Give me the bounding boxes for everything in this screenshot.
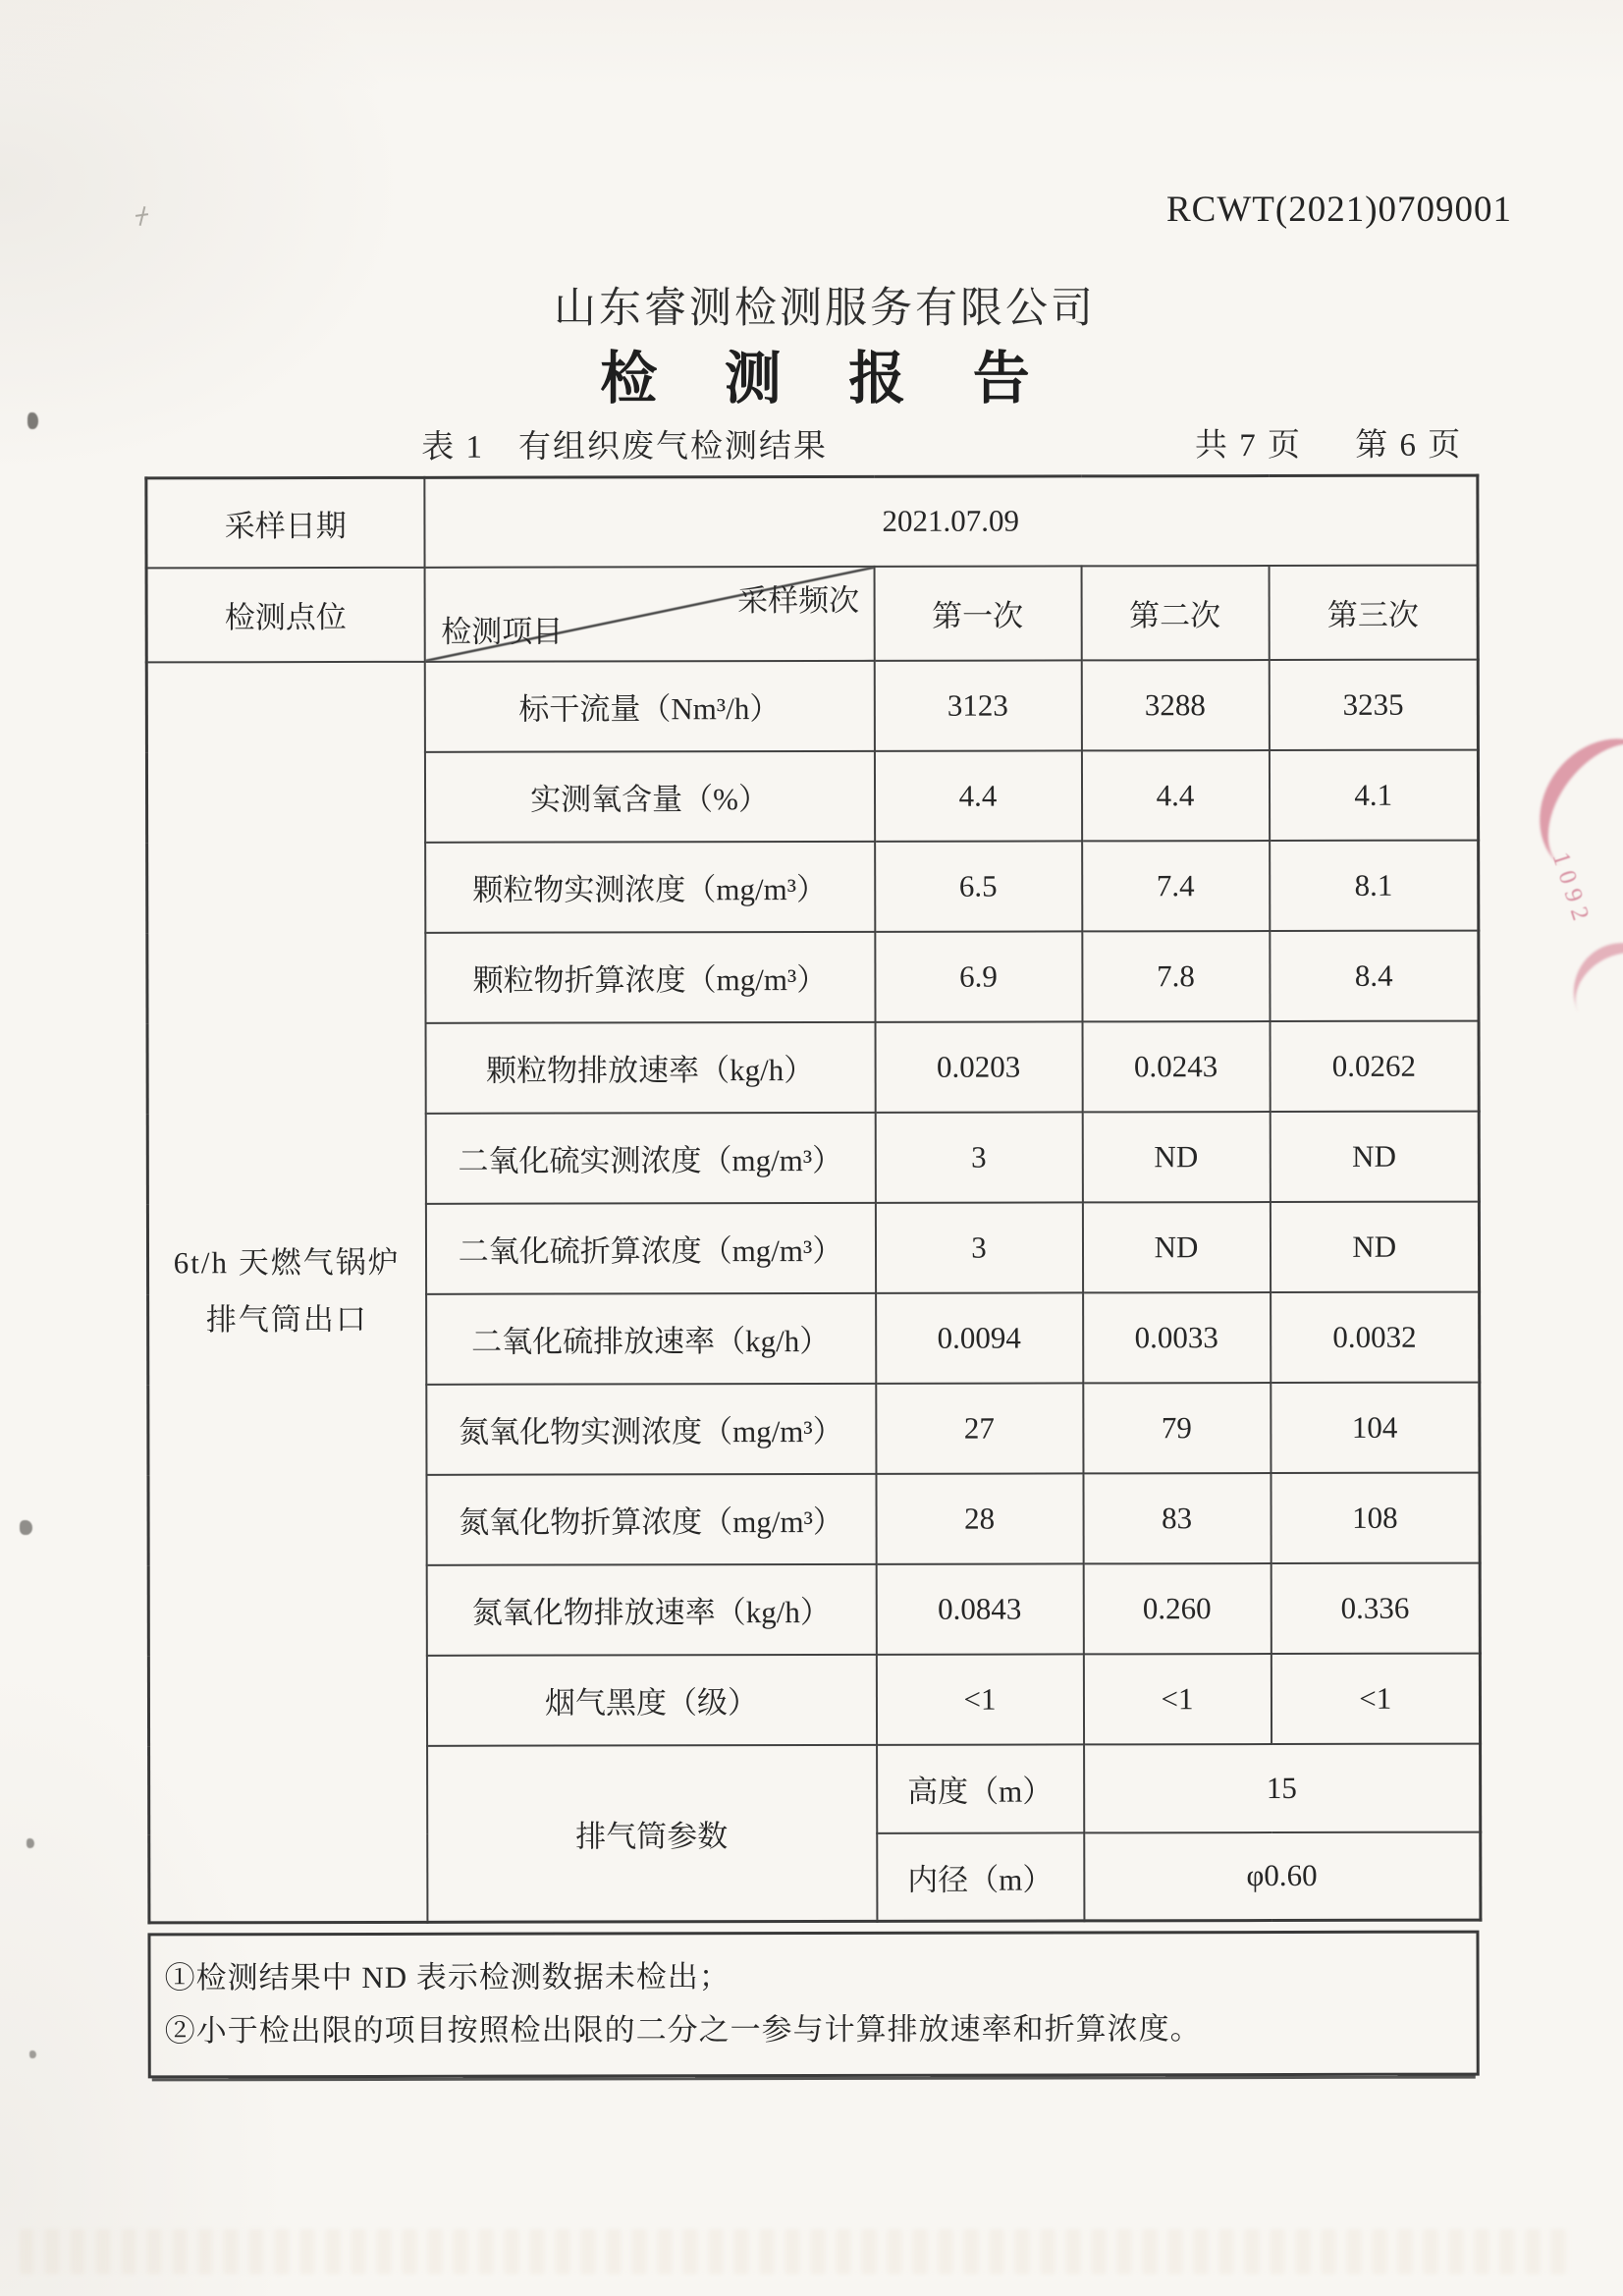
value-cell: ND bbox=[1082, 1112, 1270, 1202]
value-cell: 8.4 bbox=[1270, 930, 1479, 1020]
value-cell: 0.0843 bbox=[876, 1563, 1083, 1654]
value-cell: 4.1 bbox=[1269, 749, 1478, 840]
item-cell: 颗粒物实测浓度（mg/m³） bbox=[425, 841, 875, 932]
item-cell: 颗粒物折算浓度（mg/m³） bbox=[425, 931, 875, 1022]
value-cell: 3 bbox=[875, 1202, 1082, 1292]
red-seal-fragment bbox=[1535, 729, 1623, 1023]
value-cell: 0.0262 bbox=[1270, 1020, 1479, 1111]
value-cell: 0.0094 bbox=[876, 1292, 1083, 1383]
point-label: 检测点位 bbox=[146, 567, 424, 662]
footnote-line: ②小于检出限的项目按照检出限的二分之一参与计算排放速率和折算浓度。 bbox=[164, 2011, 1202, 2049]
item-cell: 实测氧含量（%） bbox=[424, 750, 874, 842]
sampling-date-value: 2021.07.09 bbox=[424, 475, 1478, 567]
value-cell: 28 bbox=[876, 1473, 1083, 1563]
sampling-date-label: 采样日期 bbox=[146, 477, 424, 568]
item-cell: 二氧化硫折算浓度（mg/m³） bbox=[425, 1202, 875, 1293]
freq-header-2: 第二次 bbox=[1081, 566, 1269, 660]
item-cell: 烟气黑度（级） bbox=[426, 1654, 876, 1745]
stack-diameter-value: φ0.60 bbox=[1084, 1831, 1481, 1921]
scan-ghost-band bbox=[20, 2229, 1571, 2274]
item-cell: 二氧化硫排放速率（kg/h） bbox=[426, 1292, 876, 1384]
value-cell: 0.336 bbox=[1271, 1562, 1480, 1653]
freq-header-1: 第一次 bbox=[874, 566, 1081, 660]
scan-speck bbox=[29, 2050, 36, 2058]
company-name: 山东睿测检测服务有限公司 bbox=[554, 286, 1096, 332]
pencil-mark bbox=[135, 204, 151, 230]
value-cell: 7.8 bbox=[1082, 931, 1270, 1021]
item-cell: 颗粒物排放速率（kg/h） bbox=[425, 1021, 875, 1113]
scan-speck bbox=[27, 412, 38, 429]
value-cell: ND bbox=[1270, 1111, 1479, 1201]
scan-speck bbox=[20, 1520, 32, 1535]
table-row bbox=[146, 659, 1478, 752]
value-cell: ND bbox=[1270, 1201, 1479, 1291]
value-cell: 6.9 bbox=[875, 931, 1082, 1021]
value-cell: 0.0032 bbox=[1271, 1291, 1480, 1382]
header-row bbox=[146, 565, 1478, 662]
report-code: RCWT(2021)0709001 bbox=[1166, 190, 1513, 230]
value-cell: 83 bbox=[1083, 1473, 1271, 1563]
value-cell: 0.0033 bbox=[1083, 1292, 1271, 1383]
stack-params-label: 排气筒参数 bbox=[427, 1744, 877, 1922]
value-cell: 79 bbox=[1083, 1383, 1271, 1473]
value-cell: 3288 bbox=[1081, 660, 1269, 750]
freq-header-3: 第三次 bbox=[1269, 565, 1478, 659]
value-cell: <1 bbox=[876, 1654, 1083, 1744]
item-cell: 氮氧化物实测浓度（mg/m³） bbox=[426, 1383, 876, 1474]
pages-total: 共 7 页 bbox=[1195, 427, 1303, 465]
value-cell: 3 bbox=[875, 1112, 1082, 1202]
value-cell: 27 bbox=[876, 1383, 1083, 1473]
scan-speck bbox=[27, 1838, 34, 1848]
monitoring-point-cell bbox=[146, 661, 427, 1923]
value-cell: 108 bbox=[1271, 1472, 1480, 1562]
value-cell: 0.0203 bbox=[875, 1021, 1082, 1112]
diagonal-header-cell bbox=[424, 566, 874, 661]
value-cell: 0.260 bbox=[1083, 1563, 1271, 1654]
value-cell: ND bbox=[1082, 1202, 1270, 1292]
table-caption: 表 1 有组织废气检测结果 bbox=[421, 428, 829, 465]
value-cell: 7.4 bbox=[1082, 841, 1270, 931]
item-cell: 标干流量（Nm³/h） bbox=[424, 660, 874, 751]
sampling-date-row bbox=[146, 475, 1478, 568]
stack-diameter-label: 内径（m） bbox=[877, 1832, 1084, 1921]
value-cell: <1 bbox=[1083, 1654, 1271, 1744]
pagination bbox=[1195, 419, 1462, 466]
item-cell: 氮氧化物排放速率（kg/h） bbox=[426, 1563, 876, 1655]
point-name-line1: 6t/h 天燃气锅炉 bbox=[173, 1245, 401, 1281]
footnote-line: ①检测结果中 ND 表示检测数据未检出； bbox=[164, 1959, 730, 1995]
diagonal-bottom-label: 检测项目 bbox=[441, 614, 564, 649]
value-cell: 6.5 bbox=[875, 841, 1082, 931]
table-sheet bbox=[144, 419, 1484, 2079]
stack-height-value: 15 bbox=[1084, 1743, 1481, 1832]
value-cell: <1 bbox=[1271, 1653, 1480, 1743]
item-cell: 二氧化硫实测浓度（mg/m³） bbox=[425, 1112, 875, 1203]
seal-arc-icon bbox=[1512, 712, 1623, 904]
value-cell: 3235 bbox=[1269, 659, 1478, 749]
item-cell: 氮氧化物折算浓度（mg/m³） bbox=[426, 1473, 876, 1564]
stack-height-label: 高度（m） bbox=[877, 1744, 1084, 1832]
value-cell: 0.0243 bbox=[1082, 1021, 1270, 1112]
results-table bbox=[144, 474, 1482, 1925]
seal-arc-icon bbox=[1558, 927, 1623, 1059]
diagonal-top-label: 采样频次 bbox=[737, 582, 860, 618]
page-current: 第 6 页 bbox=[1355, 427, 1463, 464]
value-cell: 104 bbox=[1271, 1382, 1480, 1472]
caption-bar bbox=[144, 419, 1480, 477]
value-cell: 4.4 bbox=[1081, 750, 1269, 841]
report-title: 检 测 报 告 bbox=[600, 347, 1050, 410]
value-cell: 3123 bbox=[874, 660, 1081, 750]
point-name-line2: 排气筒出口 bbox=[205, 1302, 368, 1338]
footnotes bbox=[147, 1931, 1479, 2079]
value-cell: 8.1 bbox=[1270, 840, 1479, 930]
value-cell: 4.4 bbox=[874, 750, 1081, 841]
seal-digits: 1092 bbox=[1546, 848, 1596, 931]
